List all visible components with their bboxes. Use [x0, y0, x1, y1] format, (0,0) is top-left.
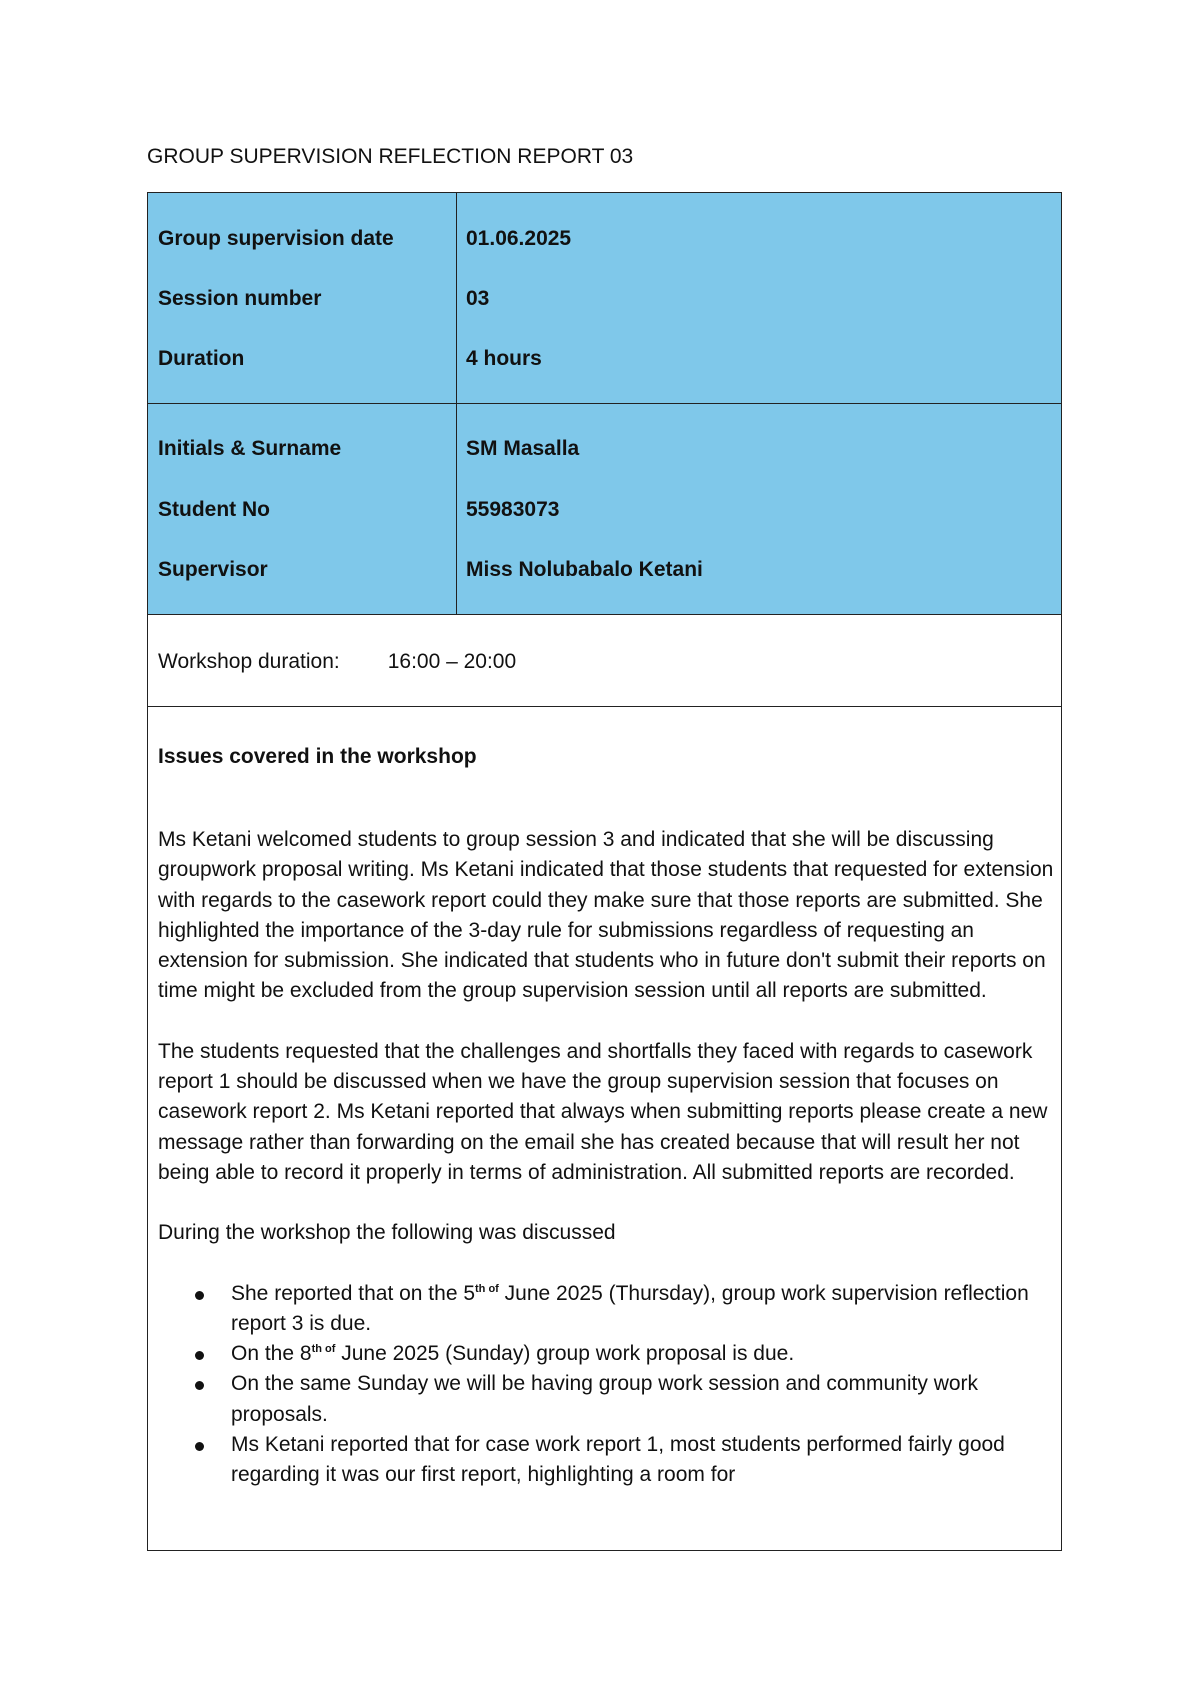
name-label: Initials & Surname	[158, 437, 342, 460]
bullet-icon	[195, 1381, 204, 1390]
workshop-duration-section	[148, 615, 1061, 707]
issues-section	[148, 707, 1061, 1550]
supervisor-label: Supervisor	[158, 558, 268, 581]
workshop-duration-label: Workshop duration:	[158, 650, 340, 673]
name-value: SM Masalla	[466, 437, 580, 460]
bullet-icon	[195, 1442, 204, 1451]
workshop-duration-value: 16:00 – 20:00	[387, 650, 517, 673]
issues-heading: Issues covered in the workshop	[158, 745, 477, 768]
workshop-duration-line	[158, 650, 516, 674]
session-number-label: Session number	[158, 287, 322, 310]
duration-value: 4 hours	[466, 347, 542, 370]
issues-paragraph: During the workshop the following was discussed	[158, 1221, 616, 1245]
bullet-icon	[195, 1291, 204, 1300]
issues-paragraph: Ms Ketani welcomed students to group session 3 and indicated that she will be discussing groupwork proposal writing. Ms Ketani indicated that those students that requested for extension with regards to the casework report could they make sure that those reports are submitted. She highlighted the importance of the 3-day rule for submissions regardless of requesting an extension for submission. She indicated that students who in future don't submit their reports on time might be excluded from the group supervision session until all reports are submitted.	[158, 828, 1054, 1003]
discussion-list	[158, 1279, 1058, 1491]
list-item: She reported that on the $5^{th of}$ June 2025 (Thursday), group work supervision reflection report 3 is due.	[231, 1279, 1058, 1340]
report-title: GROUP SUPERVISION REFLECTION REPORT 03	[147, 145, 634, 168]
session-info-section	[148, 193, 1061, 404]
student-no-value: 55983073	[466, 498, 560, 521]
duration-label: Duration	[158, 347, 245, 370]
list-item: On the same Sunday we will be having group work session and community work proposals.	[231, 1369, 1058, 1430]
column-divider	[456, 404, 457, 614]
bullet-icon	[195, 1351, 204, 1360]
report-table	[147, 192, 1062, 1551]
session-number-value: 03	[466, 287, 490, 310]
list-item: On the $8^{th of}$ June 2025 (Sunday) group work proposal is due.	[231, 1339, 1058, 1369]
list-item: Ms Ketani reported that for case work report 1, most students performed fairly good regarding it was our first report, highlighting a room for	[231, 1430, 1058, 1491]
issues-paragraph: The students requested that the challenges and shortfalls they faced with regards to casework report 1 should be discussed when we have the group supervision session that focuses on casework report 2. Ms Ketani reported that always when submitting reports please create a new message rather than forwarding on the email she has created because that will result her not being able to record it properly in terms of administration. All submitted reports are recorded.	[158, 1039, 1048, 1184]
student-info-section	[148, 404, 1061, 615]
supervisor-value: Miss Nolubabalo Ketani	[466, 558, 703, 581]
session-date-label: Group supervision date	[158, 227, 394, 250]
session-date-value: 01.06.2025	[466, 227, 572, 250]
column-divider	[456, 193, 457, 403]
issues-body	[158, 825, 1058, 1491]
student-no-label: Student No	[158, 498, 270, 521]
